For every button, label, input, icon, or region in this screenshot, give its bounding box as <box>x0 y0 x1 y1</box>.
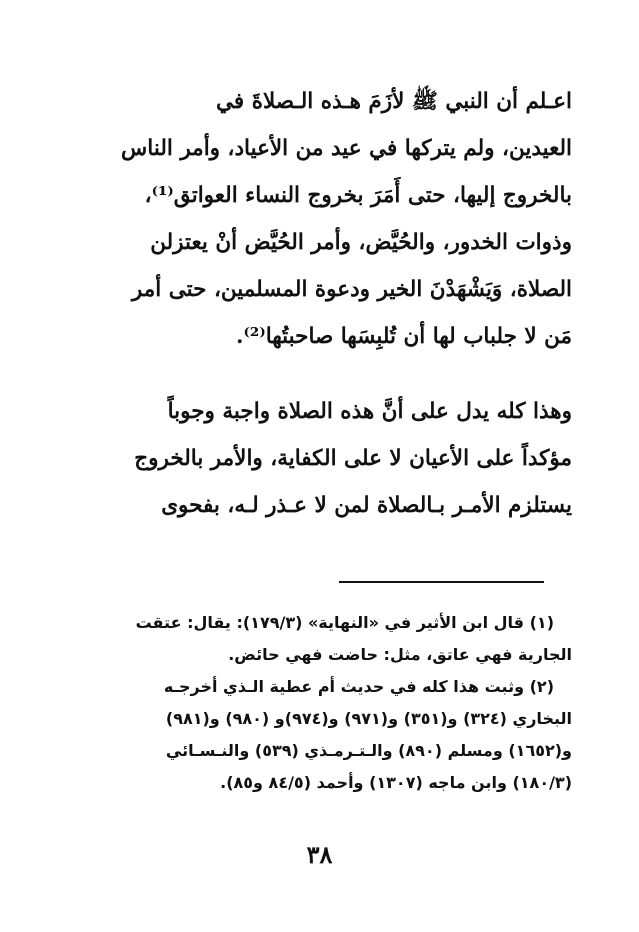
body-paragraph-1 <box>72 78 572 360</box>
text-line: الصلاة، وَيَشْهَدْنَ الخير ودعوة المسلمين، حتى أمر <box>131 277 572 302</box>
footnote-line: الجارية فهي عاتق، مثل: حاضت فهي حائض. <box>228 645 572 664</box>
text-line: مَن لا جلباب لها أن تُلبِسَها صاحبتُها⁽²⁾. <box>236 324 572 349</box>
footnote-separator <box>339 581 544 583</box>
body-paragraph-2 <box>72 388 572 529</box>
footnote-line: البخاري (٣٢٤) و(٣٥١) و(٩٧١) و(٩٧٤)و (٩٨٠) و(٩٨١) <box>165 709 572 728</box>
text-line: وهذا كله يدل على أنَّ هذه الصلاة واجبة وجوباً <box>167 399 572 424</box>
footnote-line: و(١٦٥٢) ومسلم (٨٩٠) والـتـرمـذي (٥٣٩) والنـسـائي <box>165 741 572 760</box>
text-line: العيدين، ولم يتركها في عيد من الأعياد، وأمر الناس <box>121 136 572 161</box>
text-line: اعـلم أن النبي ﷺ لأزَمَ هـذه الـصلاةَ في <box>216 89 572 114</box>
page-number: ٣٨ <box>306 840 333 869</box>
text-line: وذوات الخدور، والحُيَّض، وأمر الحُيَّض أنْ يعتزلن <box>150 230 572 255</box>
footnotes <box>72 607 572 799</box>
text-line: مؤكداً على الأعيان لا على الكفاية، والأمر بالخروج <box>134 446 572 471</box>
text-line: يستلزم الأمـر بـالصلاة لمن لا عـذر لـه، بفحوى <box>161 493 572 518</box>
footnote-line: (١) قال ابن الأثير في «النهاية» (١٧٩/٣): يقال: عتقت <box>135 613 554 632</box>
text-line: بالخروج إليها، حتى أَمَرَ بخروج النساء العواتق⁽¹⁾، <box>144 183 572 208</box>
footnote-line: (٢) وثبت هذا كله في حديث أم عطية الـذي أخرجـه <box>163 677 554 696</box>
footnote-line: (١٨٠/٣) وابن ماجه (١٣٠٧) وأحمد (٨٤/٥ و٨٥). <box>220 773 572 792</box>
